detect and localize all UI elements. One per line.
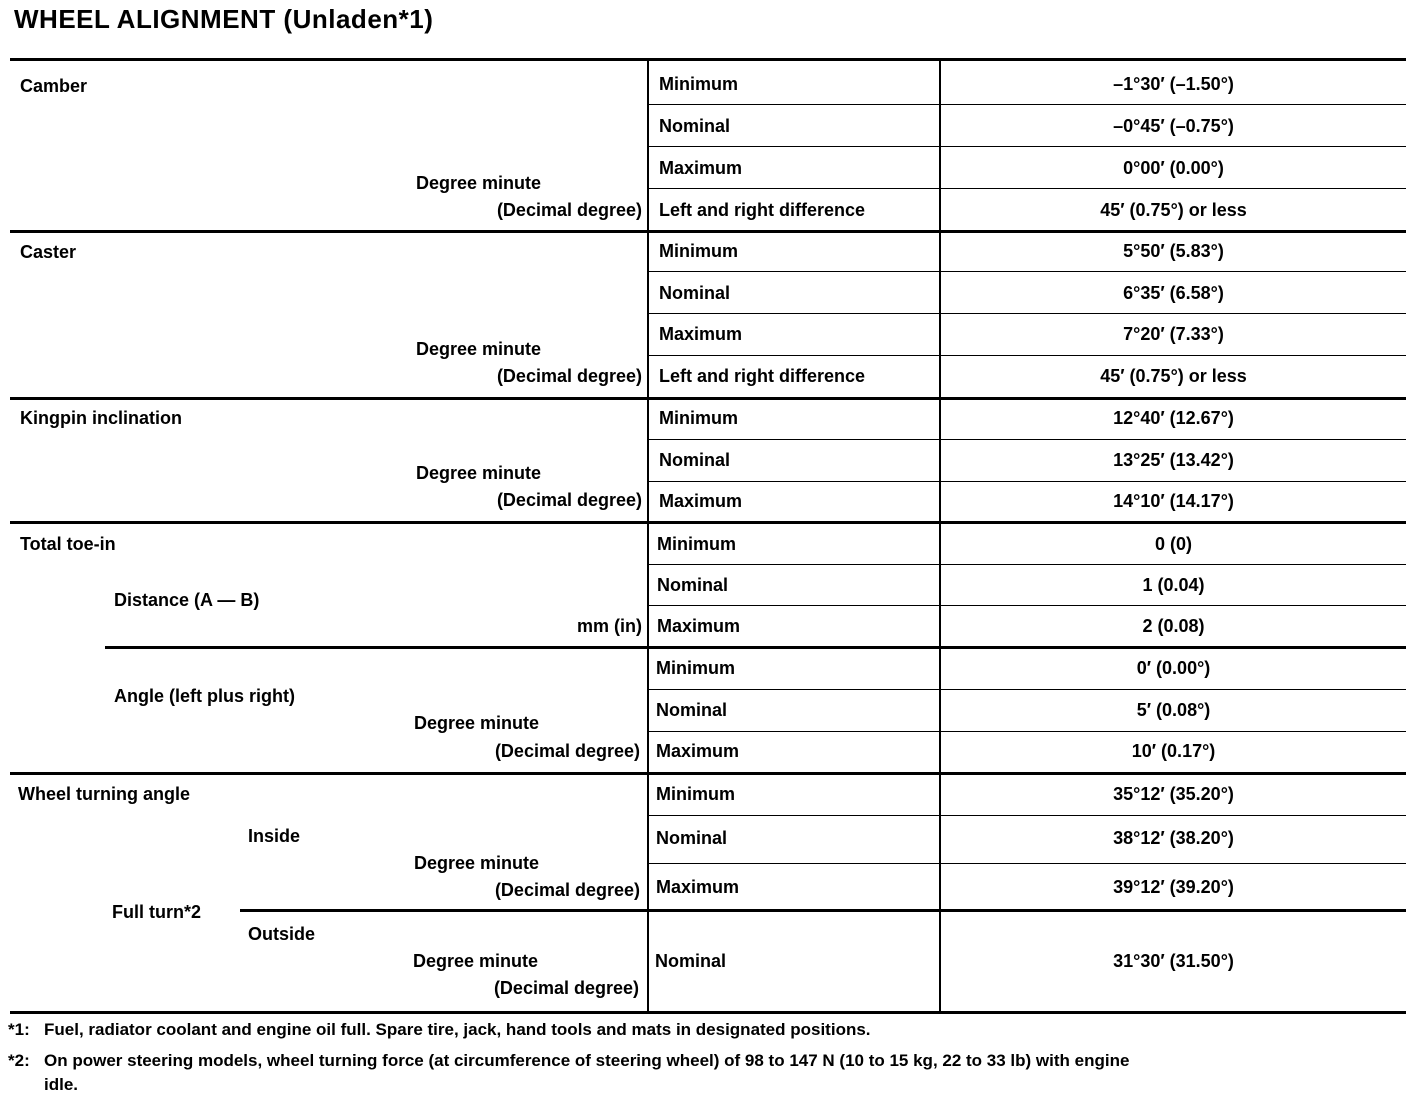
caster-label: Caster	[20, 242, 77, 262]
row-label: Maximum	[659, 158, 743, 178]
camber-label: Camber	[20, 76, 88, 96]
unit-degree-minute: Degree minute	[414, 713, 540, 733]
row-value: 31°30′ (31.50°)	[1113, 951, 1234, 971]
row-value: 5′ (0.08°)	[1136, 700, 1211, 720]
unit-degree-minute: Degree minute	[416, 339, 542, 359]
footnote-2-continued: idle.	[44, 1075, 79, 1094]
footnote-1: Fuel, radiator coolant and engine oil full. Spare tire, jack, hand tools and mats in designated positions.	[44, 1020, 871, 1039]
row-separator	[649, 355, 1406, 356]
unit-degree-minute: Degree minute	[413, 951, 539, 971]
row-label: Maximum	[657, 616, 741, 636]
row-separator	[649, 863, 1406, 864]
row-value: 1 (0.04)	[1142, 575, 1205, 595]
row-label: Nominal	[656, 700, 728, 720]
row-label: Minimum	[656, 784, 735, 804]
row-label: Minimum	[656, 658, 735, 678]
section-separator	[10, 397, 1406, 400]
footnote-2-mark: *2:	[8, 1051, 30, 1070]
row-label: Nominal	[655, 951, 727, 971]
outside-label: Outside	[248, 924, 316, 944]
row-value: 39°12′ (39.20°)	[1113, 877, 1234, 897]
row-separator	[649, 815, 1406, 816]
row-label: Maximum	[659, 491, 743, 511]
row-label: Maximum	[656, 877, 740, 897]
footnote-1-mark: *1:	[8, 1020, 30, 1039]
row-value: 13°25′ (13.42°)	[1113, 450, 1234, 470]
unit-decimal-degree: (Decimal degree)	[496, 200, 642, 220]
row-separator	[649, 271, 1406, 272]
row-value: –1°30′ (–1.50°)	[1113, 74, 1234, 94]
kingpin-label: Kingpin inclination	[20, 408, 182, 428]
row-label: Minimum	[659, 74, 738, 94]
row-value: 45′ (0.75°) or less	[1100, 200, 1247, 220]
row-label: Maximum	[659, 324, 743, 344]
row-label: Left and right difference	[659, 366, 866, 386]
angle-label: Angle (left plus right)	[114, 686, 295, 706]
row-label: Maximum	[656, 741, 740, 761]
row-value: 10′ (0.17°)	[1131, 741, 1216, 761]
row-value: 35°12′ (35.20°)	[1113, 784, 1234, 804]
row-value: 38°12′ (38.20°)	[1113, 828, 1234, 848]
unit-decimal-degree: (Decimal degree)	[496, 490, 642, 510]
row-value: 7°20′ (7.33°)	[1123, 324, 1224, 344]
unit-decimal-degree: (Decimal degree)	[496, 366, 642, 386]
row-label: Nominal	[659, 450, 731, 470]
toe-in-label: Total toe-in	[20, 534, 116, 554]
unit-decimal-degree: (Decimal degree)	[494, 741, 640, 761]
unit-decimal-degree: (Decimal degree)	[493, 978, 639, 998]
row-separator	[649, 104, 1406, 105]
row-value: 0′ (0.00°)	[1136, 658, 1211, 678]
turning-angle-label: Wheel turning angle	[18, 784, 191, 804]
full-turn-separator	[240, 909, 1406, 912]
row-separator	[649, 313, 1406, 314]
section-separator	[10, 230, 1406, 233]
row-label: Minimum	[659, 241, 738, 261]
distance-label: Distance (A — B)	[114, 590, 260, 610]
row-separator	[649, 564, 1406, 565]
row-separator	[649, 731, 1406, 732]
section-separator	[10, 772, 1406, 775]
table-top-border	[10, 58, 1406, 61]
subsection-separator	[105, 646, 1406, 649]
row-label: Minimum	[659, 408, 738, 428]
row-separator	[649, 689, 1406, 690]
row-value: 12°40′ (12.67°)	[1113, 408, 1234, 428]
row-label: Minimum	[657, 534, 736, 554]
inside-label: Inside	[248, 826, 301, 846]
unit-degree-minute: Degree minute	[414, 853, 540, 873]
footnote-2: On power steering models, wheel turning force (at circumference of steering wheel) of 98 to 147 N (10 to 15 kg, 22 to 33 lb) with engine	[44, 1051, 1130, 1070]
row-label: Nominal	[659, 283, 731, 303]
unit-degree-minute: Degree minute	[416, 173, 542, 193]
row-label: Left and right difference	[659, 200, 866, 220]
row-label: Nominal	[659, 116, 731, 136]
row-value: 6°35′ (6.58°)	[1123, 283, 1224, 303]
row-value: 0 (0)	[1154, 534, 1192, 554]
row-separator	[649, 481, 1406, 482]
full-turn-label: Full turn*2	[112, 902, 201, 922]
unit-decimal-degree: (Decimal degree)	[494, 880, 640, 900]
row-value: 45′ (0.75°) or less	[1100, 366, 1247, 386]
row-label: Nominal	[656, 828, 728, 848]
section-separator	[10, 521, 1406, 524]
row-label: Nominal	[657, 575, 729, 595]
row-separator	[649, 146, 1406, 147]
page-title: WHEEL ALIGNMENT (Unladen*1)	[14, 4, 434, 34]
row-separator	[649, 605, 1406, 606]
row-value: –0°45′ (–0.75°)	[1113, 116, 1234, 136]
unit-degree-minute: Degree minute	[416, 463, 542, 483]
row-value: 14°10′ (14.17°)	[1113, 491, 1234, 511]
table-bottom-border	[10, 1011, 1406, 1014]
row-value: 5°50′ (5.83°)	[1123, 241, 1224, 261]
row-value: 0°00′ (0.00°)	[1123, 158, 1224, 178]
row-separator	[649, 188, 1406, 189]
unit-mm-in: mm (in)	[577, 616, 642, 636]
row-separator	[649, 439, 1406, 440]
column-divider-1	[647, 60, 649, 1012]
row-value: 2 (0.08)	[1142, 616, 1205, 636]
